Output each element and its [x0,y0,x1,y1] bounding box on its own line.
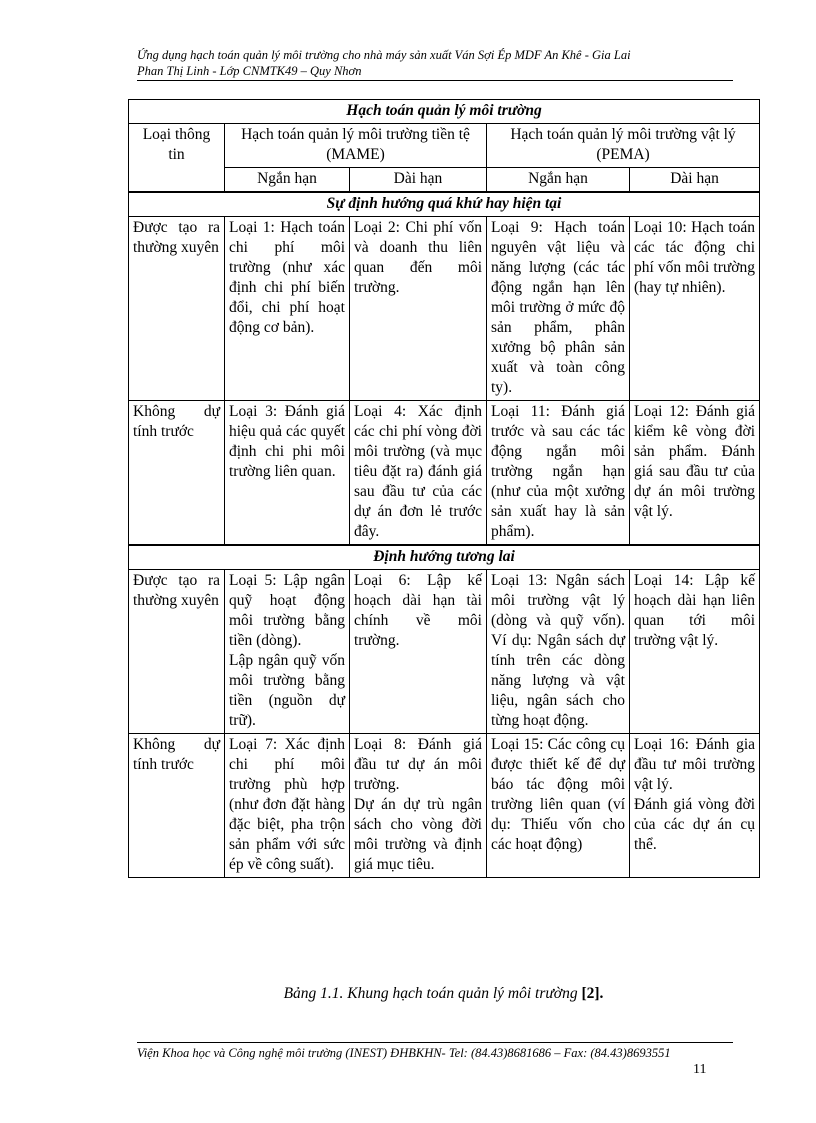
cell-type-5-part-1: Loại 5: Lập ngân quỹ hoạt động môi trường bằng tiền (dòng). [229,572,345,649]
cell-type-8-part-1: Loại 8: Đánh giá đầu tư dự án môi trường. [354,736,482,793]
header-mame-short: Ngắn hạn [225,168,350,193]
table-row [129,734,760,878]
row-label-unplanned: Không dự tính trước [129,734,225,878]
cell-type-2: Loại 2: Chi phí vốn và doanh thu liên quan đến môi trường. [350,217,487,401]
section-past-title: Sự định hướng quá khứ hay hiện tại [129,192,760,217]
cell-type-16-part-1: Loại 16: Đánh gia đầu tư môi trường vật lý. [634,736,756,793]
header-title: Ứng dụng hạch toán quản lý môi trường cho nhà máy sản xuất Ván Sợi Ép MDF An Khê - Gia Lai [137,48,631,62]
table-row [129,570,760,734]
running-footer: Viện Khoa học và Công nghệ môi trường (INEST) ĐHBKHN- Tel: (84.43)8681686 – Fax: (84.43)8693551 [137,1046,671,1060]
cell-type-8 [350,734,487,878]
section-future-title: Định hướng tương lai [129,545,760,570]
header-pema-short: Ngắn hạn [487,168,630,193]
cell-type-1: Loại 1: Hạch toán chi phí môi trường (như xác định chi phí biến đổi, chi phí hoạt động cơ bản). [225,217,350,401]
cell-type-14: Loại 14: Lập kế hoạch dài hạn liên quan tới môi trường vật lý. [630,570,760,734]
table-title-row [129,100,760,124]
cell-type-16-part-2: Đánh giá vòng đời của các dự án cụ thể. [634,796,756,853]
header-pema-long: Dài hạn [630,168,760,193]
caption-reference: [2]. [581,985,604,1002]
footer-rule [137,1042,733,1043]
cell-type-8-part-2: Dự án dự trù ngân sách cho vòng đời môi trường và định giá mục tiêu. [354,796,482,873]
cell-type-6: Loại 6: Lập kế hoạch dài hạn tài chính về môi trường. [350,570,487,734]
accounting-framework-table [128,99,760,878]
section-row-future [129,545,760,570]
table-title: Hạch toán quản lý môi trường [129,100,760,124]
row-label-regular: Được tạo ra thường xuyên [129,570,225,734]
cell-type-3: Loại 3: Đánh giá hiệu quả các quyết định chi phi môi trường liên quan. [225,401,350,546]
header-mame: Hạch toán quản lý môi trường tiền tệ (MAME) [225,124,487,168]
cell-type-11: Loại 11: Đánh giá trước và sau các tác động ngắn môi trường ngắn hạn (như của một xưởng sản xuất hay là sản phẩm). [487,401,630,546]
cell-type-4: Loại 4: Xác định các chi phí vòng đời môi trường (và mục tiêu đặt ra) đánh giá sau đầu tư của các dự án đơn lẻ trước đây. [350,401,487,546]
caption-text: Bảng 1.1. Khung hạch toán quản lý môi trường [283,985,582,1002]
cell-type-7: Loại 7: Xác định chi phí môi trường phù hợp (như đơn đặt hàng đặc biệt, pha trộn sản phẩm với sức ép về công suất). [225,734,350,878]
header-pema: Hạch toán quản lý môi trường vật lý (PEMA) [487,124,760,168]
cell-type-5 [225,570,350,734]
cell-type-10: Loại 10: Hạch toán các tác động chi phí vốn môi trường (hay tự nhiên). [630,217,760,401]
header-mame-long: Dài hạn [350,168,487,193]
section-row-past [129,192,760,217]
cell-type-16 [630,734,760,878]
row-label-unplanned: Không dự tính trước [129,401,225,546]
header-author: Phan Thị Linh - Lớp CNMTK49 – Quy Nhơn [137,64,362,78]
running-header [137,47,737,79]
cell-type-13: Loại 13: Ngân sách môi trường vật lý (dòng và quỹ vốn). Ví dụ: Ngân sách dự tính trên các dòng năng lượng và vật liệu, ngân sách cho từng hoạt động. [487,570,630,734]
row-label-regular: Được tạo ra thường xuyên [129,217,225,401]
table-row [129,217,760,401]
header-info-type: Loại thông tin [129,124,225,193]
table-caption [128,985,759,1003]
cell-type-12: Loại 12: Đánh giá kiểm kê vòng đời sản phẩm. Đánh giá sau đầu tư của dự án môi trường vật lý. [630,401,760,546]
cell-type-9: Loại 9: Hạch toán nguyên vật liệu và năng lượng (các tác động ngắn hạn lên môi trường ở mức độ sản phẩm, phân xưởng bộ phân sản xuất và toàn công ty). [487,217,630,401]
table-header-row [129,124,760,168]
cell-type-5-part-2: Lập ngân quỹ vốn môi trường bằng tiền (nguồn dự trữ). [229,652,345,729]
page-number: 11 [693,1062,707,1077]
header-rule [137,80,733,81]
table-row [129,401,760,546]
cell-type-15: Loại 15: Các công cụ được thiết kế để dự báo tác động môi trường liên quan (ví dụ: Thiếu vốn cho các hoạt động) [487,734,630,878]
